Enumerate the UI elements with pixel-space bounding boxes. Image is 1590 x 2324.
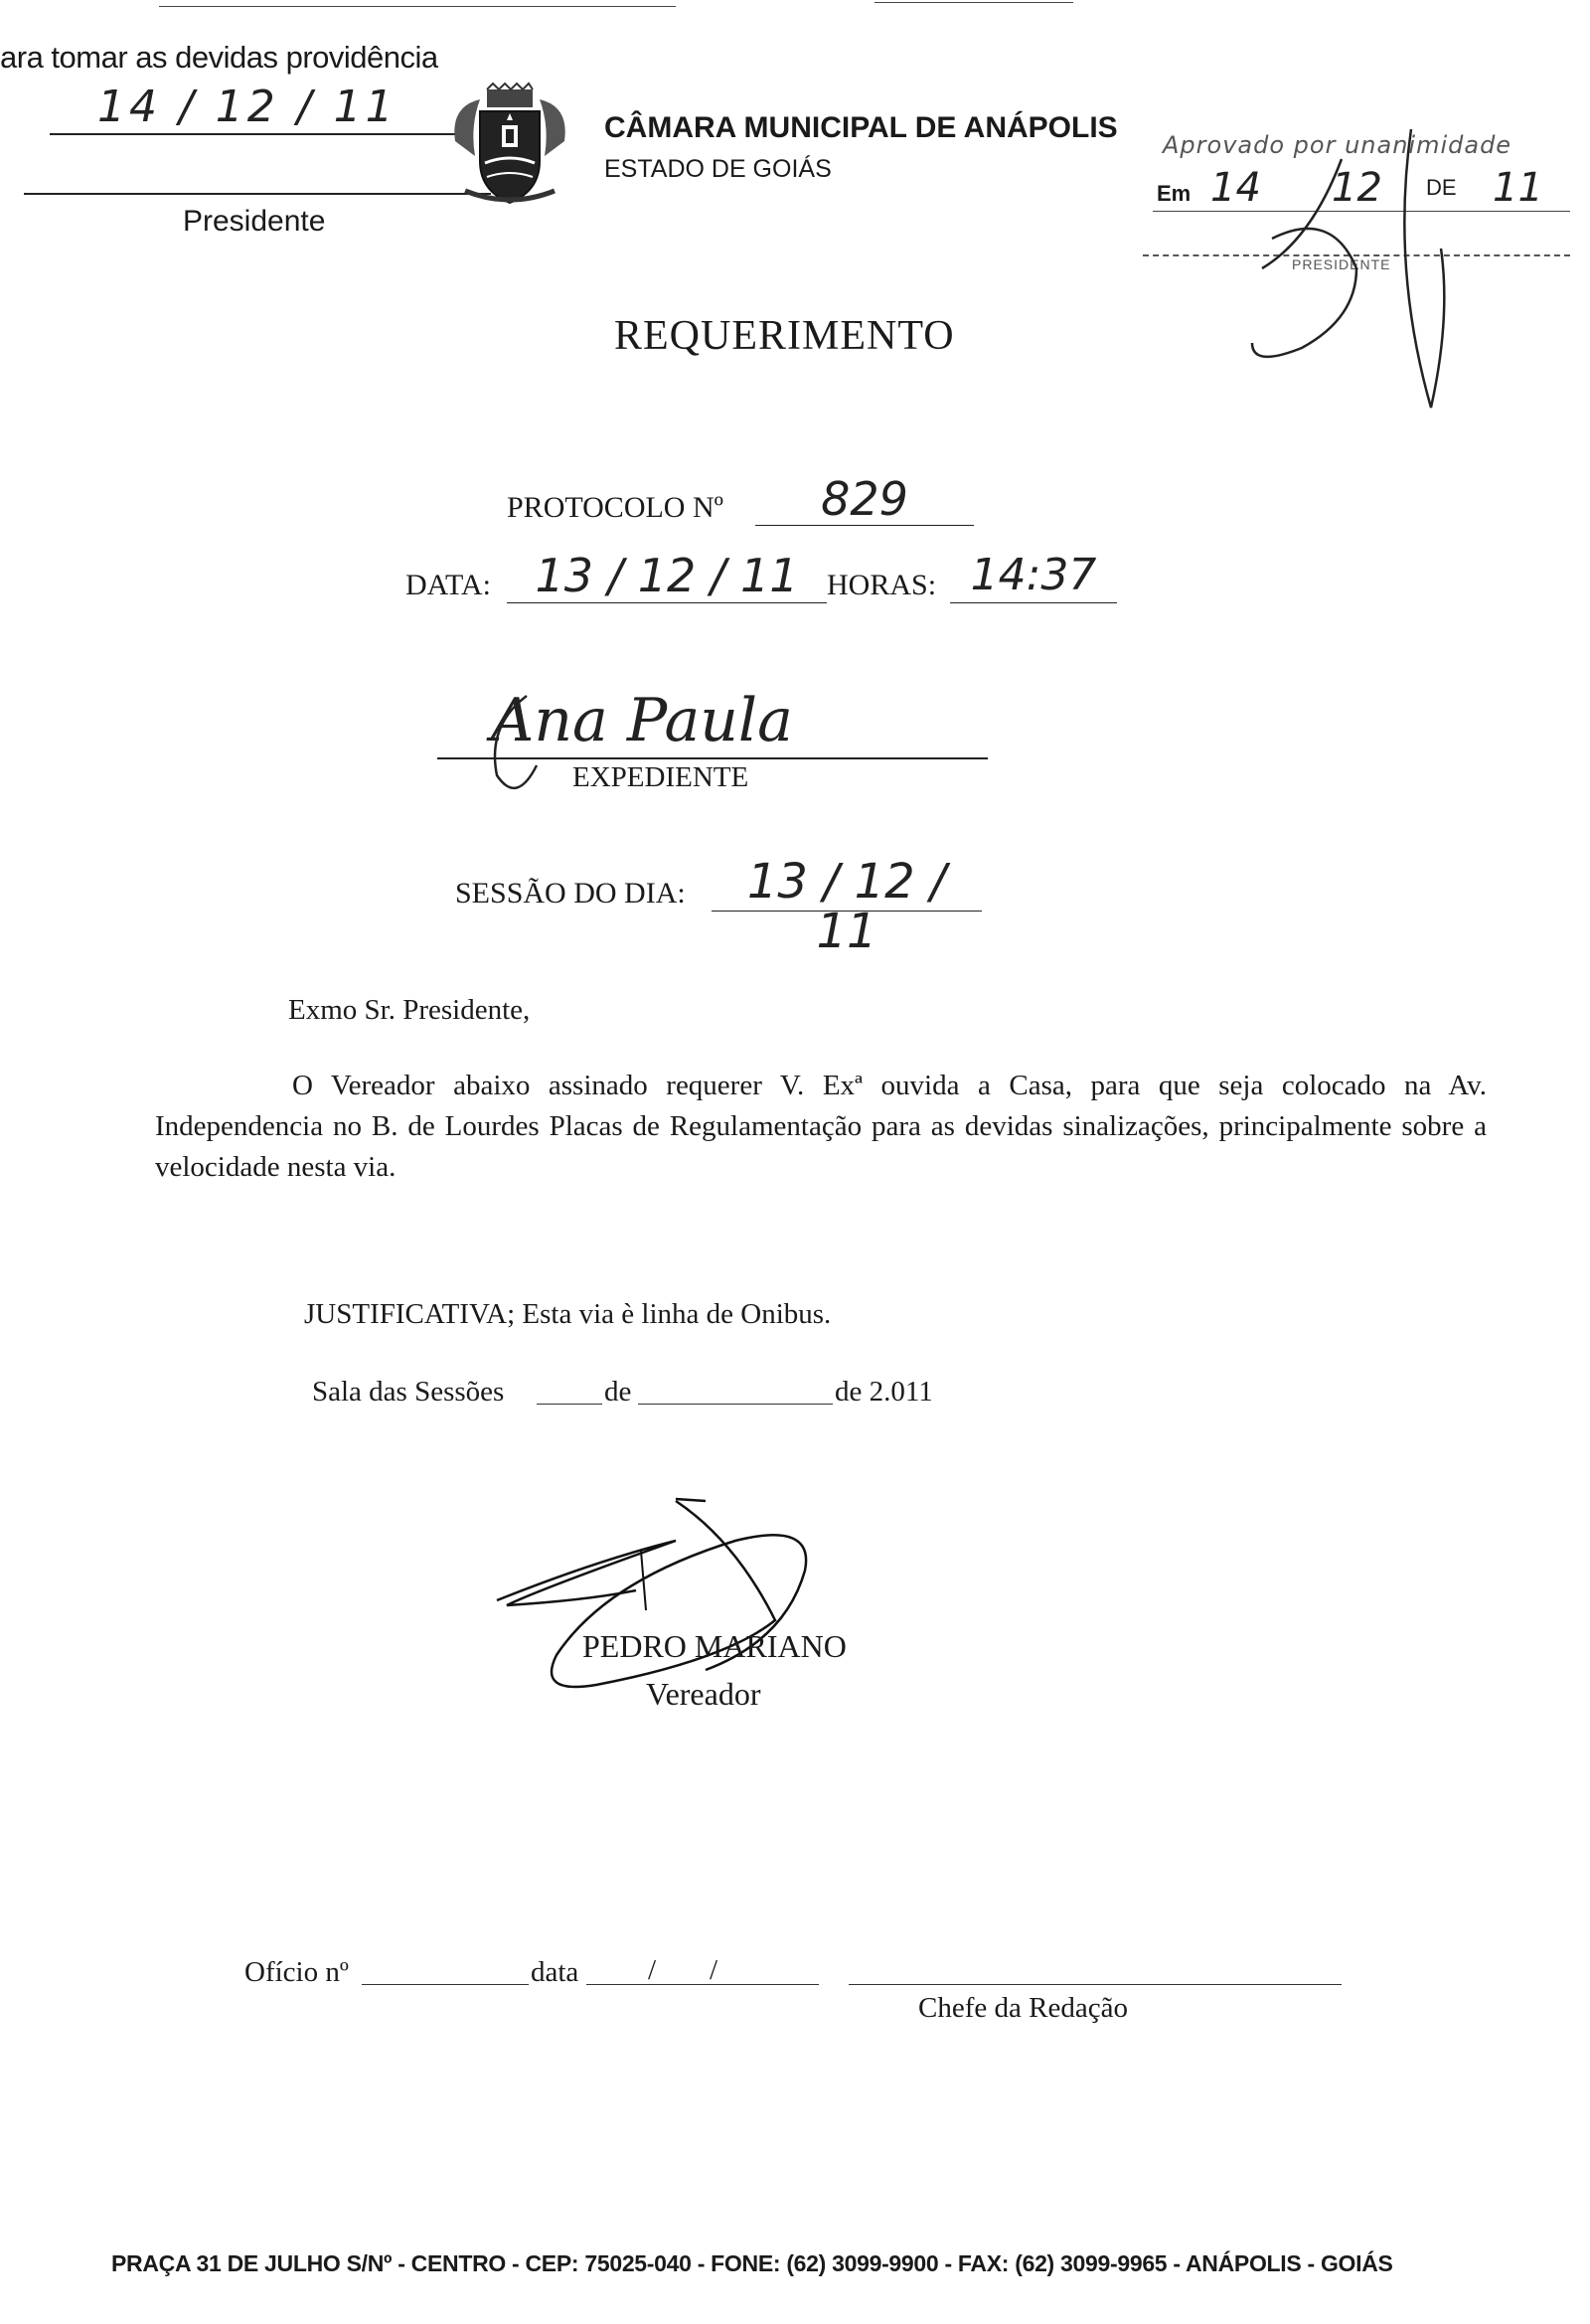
scan-artifact-line	[874, 2, 1073, 3]
oficio-label: Ofício nº	[244, 1956, 349, 1988]
top-stamp-line-1	[50, 133, 455, 135]
approval-signature	[1143, 119, 1580, 417]
session-label: SESSÃO DO DIA:	[455, 877, 686, 910]
approval-stamp-de: DE	[1426, 175, 1457, 200]
hours-label: HORAS:	[827, 569, 937, 601]
approval-stamp	[1143, 119, 1580, 417]
oficio-data-label: data	[531, 1956, 579, 1988]
date-value: 13 / 12 / 11	[507, 553, 827, 603]
sala-month-line	[638, 1404, 833, 1405]
chefe-signature-line	[849, 1984, 1342, 1985]
top-stamp-text: ara tomar as devidas providência	[0, 40, 438, 75]
expediente-signature: Ana Paula	[491, 686, 793, 755]
sala-year-label: de 2.011	[835, 1376, 933, 1408]
expediente-signature-loop	[467, 686, 586, 805]
councillor-role: Vereador	[646, 1676, 761, 1712]
salutation: Exmo Sr. Presidente,	[288, 994, 531, 1026]
sala-de-label: de	[604, 1376, 632, 1408]
approval-stamp-label: PRESIDENTE	[1292, 256, 1391, 272]
top-stamp-label: Presidente	[183, 205, 326, 238]
oficio-date-slash-1: /	[648, 1954, 657, 1986]
approval-stamp-month: 12	[1332, 165, 1382, 211]
approval-stamp-prefix: Em	[1157, 181, 1192, 206]
scan-artifact-line	[159, 6, 676, 7]
oficio-date-slash-2: /	[710, 1954, 718, 1986]
top-stamp-date: 14 / 12 / 11	[97, 82, 398, 132]
state-name: ESTADO DE GOIÁS	[604, 155, 832, 183]
protocol-label: PROTOCOLO Nº	[507, 491, 723, 524]
request-paragraph: O Vereador abaixo assinado requerer V. Exª ouvida a Casa, para que seja colocado na Av. Independencia no B. de Lourdes Placas de Regulamentação para as devidas sinalizações, principalmente sobre a velocidade nesta via.	[155, 1070, 1487, 1183]
approval-stamp-day: 14	[1210, 165, 1261, 211]
approval-stamp-text: Aprovado por unanimidade	[1163, 131, 1512, 159]
coat-of-arms-logo	[445, 82, 574, 211]
protocol-number: 829	[755, 477, 974, 526]
chefe-label: Chefe da Redação	[918, 1992, 1128, 2024]
date-label: DATA:	[405, 569, 491, 601]
sala-label: Sala das Sessões	[312, 1376, 505, 1408]
hours-value: 14:37	[950, 553, 1117, 603]
justification: JUSTIFICATIVA; Esta via è linha de Onibus.	[304, 1298, 832, 1330]
footer-address: PRAÇA 31 DE JULHO S/Nº - CENTRO - CEP: 75025-040 - FONE: (62) 3099-9900 - FAX: (62) 3099-9965 - ANÁPOLIS - GOIÁS	[111, 2250, 1393, 2276]
top-stamp-line-2	[24, 193, 491, 195]
approval-stamp-year: 11	[1493, 165, 1543, 211]
institution-name: CÂMARA MUNICIPAL DE ANÁPOLIS	[604, 111, 1118, 144]
session-value: 13 / 12 / 11	[712, 857, 982, 912]
expediente-label: EXPEDIENTE	[572, 761, 749, 793]
sala-day-line	[537, 1404, 602, 1405]
document-title: REQUERIMENTO	[614, 313, 955, 359]
expediente-line	[437, 757, 988, 759]
councillor-name: PEDRO MARIANO	[582, 1628, 847, 1664]
oficio-date-line	[586, 1984, 819, 1985]
oficio-number-line	[362, 1984, 529, 1985]
